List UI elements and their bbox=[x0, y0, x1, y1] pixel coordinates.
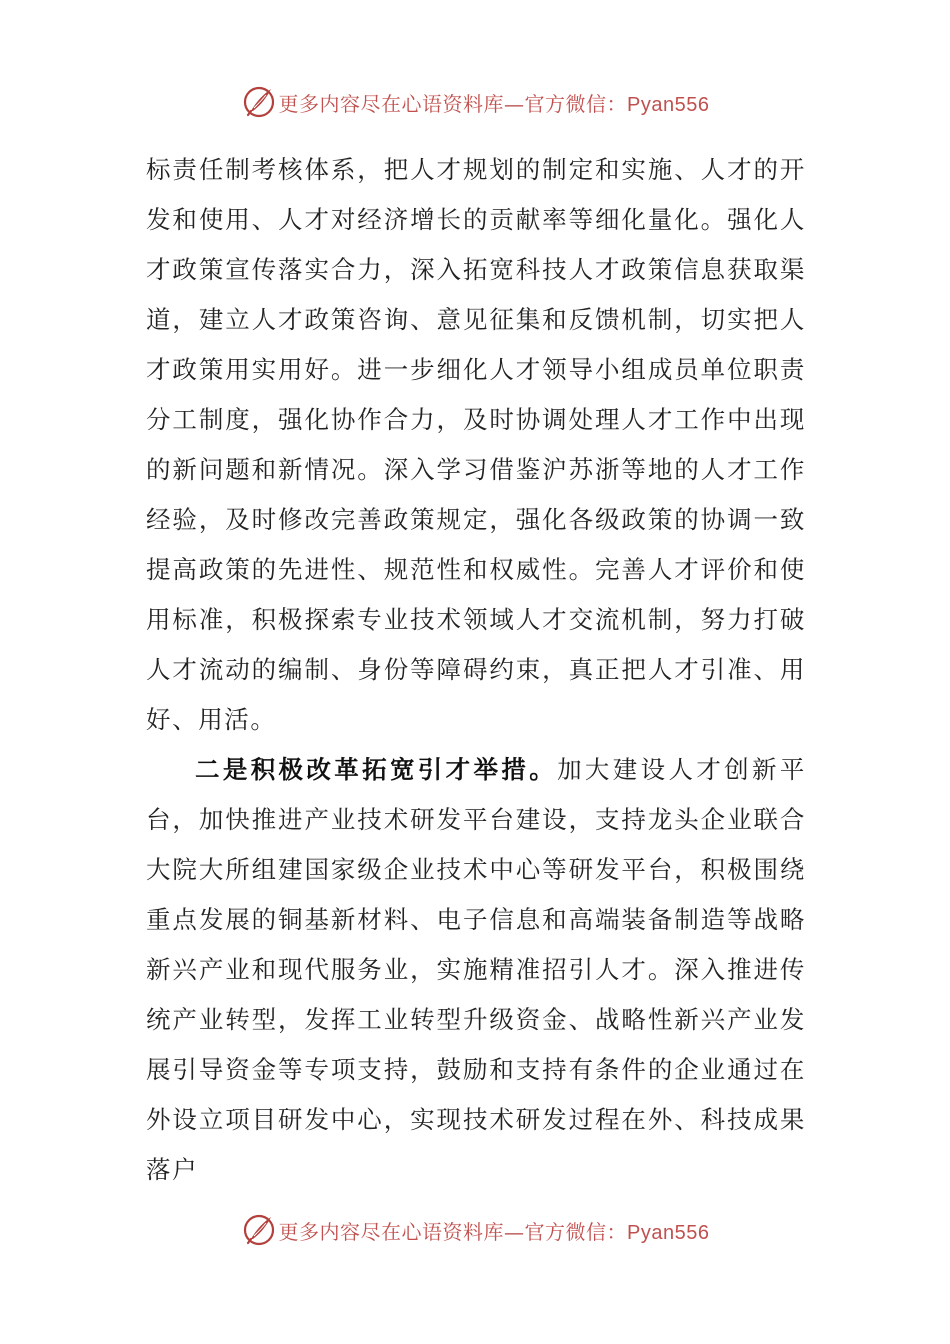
document-body bbox=[146, 145, 806, 1195]
footer-brand: 更多内容尽在心语资料库 bbox=[278, 1219, 505, 1244]
quill-pen-icon bbox=[241, 1212, 277, 1248]
header-banner bbox=[0, 80, 950, 124]
footer-contact-id: Pyan556 bbox=[627, 1221, 710, 1244]
header-contact-label: 官方微信： bbox=[524, 91, 628, 116]
footer-banner bbox=[0, 1208, 950, 1252]
footer-text bbox=[279, 1216, 710, 1245]
paragraph-2 bbox=[146, 745, 806, 1195]
footer-separator: — bbox=[504, 1219, 525, 1244]
header-contact-id: Pyan556 bbox=[627, 93, 710, 116]
quill-pen-icon bbox=[241, 84, 277, 120]
header-separator: — bbox=[504, 91, 525, 116]
footer-contact-label: 官方微信： bbox=[524, 1219, 628, 1244]
paragraph-1: 标责任制考核体系，把人才规划的制定和实施、人才的开发和使用、人才对经济增长的贡献率等细化量化。强化人才政策宣传落实合力，深入拓宽科技人才政策信息获取渠道，建立人才政策咨询、意见征集和反馈机制，切实把人才政策用实用好。进一步细化人才领导小组成员单位职责分工制度，强化协作合力，及时协调处理人才工作中出现的新问题和新情况。深入学习借鉴沪苏浙等地的人才工作经验，及时修改完善政策规定，强化各级政策的协调一致提高政策的先进性、规范性和权威性。完善人才评价和使用标准，积极探索专业技术领域人才交流机制，努力打破人才流动的编制、身份等障碍约束，真正把人才引准、用好、用活。 bbox=[146, 155, 806, 734]
paragraph-2-lead: 二是积极改革拓宽引才举措。 bbox=[195, 755, 558, 784]
header-brand: 更多内容尽在心语资料库 bbox=[278, 91, 505, 116]
paragraph-2-text: 加大建设人才创新平台，加快推进产业技术研发平台建设，支持龙头企业联合大院大所组建国家级企业技术中心等研发平台，积极围绕重点发展的铜基新材料、电子信息和高端装备制造等战略新兴产业和现代服务业，实施精准招引人才。深入推进传统产业转型，发挥工业转型升级资金、战略性新兴产业发展引导资金等专项支持，鼓励和支持有条件的企业通过在外设立项目研发中心，实现技术研发过程在外、科技成果落户 bbox=[146, 755, 806, 1184]
header-text bbox=[279, 88, 710, 117]
